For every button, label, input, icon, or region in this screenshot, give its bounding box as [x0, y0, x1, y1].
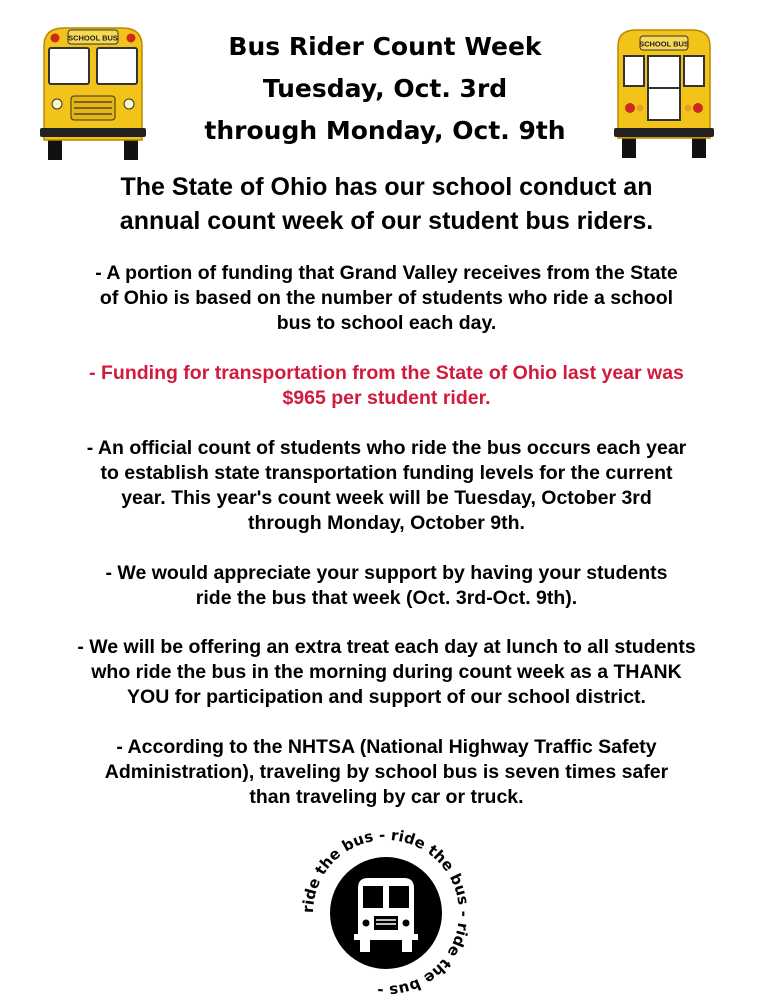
- official-line-2: to establish state transportation funding levels for the current: [100, 462, 673, 484]
- page-title: [150, 26, 620, 152]
- funding-line-2: of Ohio is based on the number of students who ride a school: [99, 287, 674, 309]
- ride-the-bus-logo: [288, 826, 484, 1000]
- treat-line-3: YOU for participation and support of our school district.: [127, 686, 646, 708]
- safety-line-2: Administration), traveling by school bus is seven times safer: [104, 761, 669, 783]
- title-line-3: through Monday, Oct. 9th: [204, 116, 566, 145]
- funding-amount-paragraph: [28, 361, 745, 411]
- funding-line-1: - A portion of funding that Grand Valley receives from the State: [95, 262, 678, 284]
- intro-line-2: annual count week of our student bus riders.: [119, 207, 654, 235]
- intro-line-1: The State of Ohio has our school conduct an: [120, 173, 653, 201]
- funding-paragraph: [28, 261, 745, 336]
- header: [0, 0, 773, 170]
- official-count-paragraph: [28, 436, 745, 536]
- amount-line-1: - Funding for transportation from the State of Ohio last year was: [89, 362, 684, 384]
- support-paragraph: [28, 561, 745, 611]
- funding-line-3: bus to school each day.: [276, 312, 497, 334]
- school-bus-left-icon: [38, 24, 148, 164]
- support-line-2: ride the bus that week (Oct. 3rd-Oct. 9th).: [195, 587, 578, 609]
- bus-left-sign: SCHOOL BUS: [68, 33, 118, 43]
- logo-ring-textpath: ride the bus - ride the bus - ride the bus -: [298, 826, 474, 1000]
- safety-paragraph: [28, 735, 745, 810]
- official-line-1: - An official count of students who ride the bus occurs each year: [86, 437, 687, 459]
- treat-line-1: - We will be offering an extra treat each day at lunch to all students: [77, 636, 696, 658]
- support-line-1: - We would appreciate your support by having your students: [105, 562, 668, 584]
- safety-line-3: than traveling by car or truck.: [249, 786, 524, 808]
- school-bus-right-icon: [612, 26, 716, 160]
- amount-line-2: $965 per student rider.: [282, 387, 491, 409]
- title-line-1: Bus Rider Count Week: [228, 32, 542, 61]
- treat-paragraph: [28, 635, 745, 710]
- title-line-2: Tuesday, Oct. 3rd: [262, 74, 508, 103]
- bus-right-sign: SCHOOL BUS: [639, 39, 689, 49]
- official-line-3: year. This year's count week will be Tuesday, October 3rd: [121, 487, 652, 509]
- safety-line-1: - According to the NHTSA (National Highway Traffic Safety: [116, 736, 657, 758]
- official-line-4: through Monday, October 9th.: [248, 512, 525, 534]
- intro-statement: [30, 170, 743, 238]
- treat-line-2: who ride the bus in the morning during count week as a THANK: [91, 661, 682, 683]
